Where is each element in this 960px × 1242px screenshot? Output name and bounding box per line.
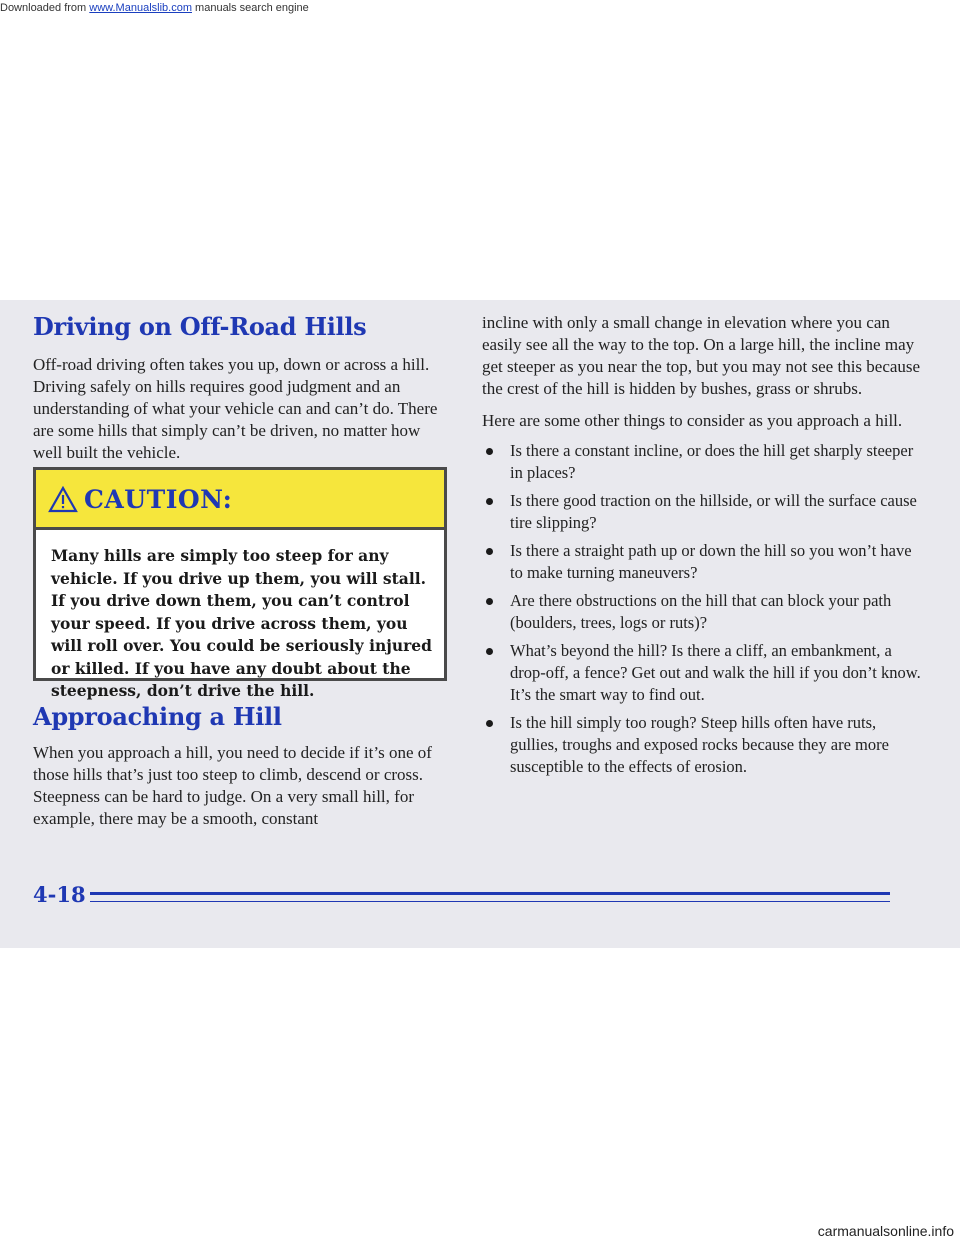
list-item-text: Is the hill simply too rough? Steep hills often have ruts, gullies, troughs and exposed rocks because they are more susceptible to the effects of erosion. <box>510 713 889 776</box>
caution-header <box>36 470 444 530</box>
warning-triangle-icon <box>48 486 78 513</box>
footer-rule <box>90 892 890 895</box>
manualslib-link[interactable]: www.Manualslib.com <box>89 2 192 14</box>
approaching-paragraph: When you approach a hill, you need to decide if it’s one of those hills that’s just too steep to climb, descend or cross. Steepness can be hard to judge. On a very small hill, for example, there may be a smooth, constant <box>33 743 432 828</box>
bullet-icon <box>486 598 493 605</box>
list-item <box>482 540 922 584</box>
list-item-text: Is there good traction on the hillside, or will the surface cause tire slipping? <box>510 491 917 532</box>
considerations-list <box>482 440 922 778</box>
list-item <box>482 440 922 484</box>
footer-rule-thin <box>90 901 890 902</box>
list-item <box>482 590 922 634</box>
continuation-paragraph: incline with only a small change in elevation where you can easily see all the way to the top. On a large hill, the incline may get steeper as you near the top, but you may not see this because the crest of the hill is hidden by bushes, grass or shrubs. <box>482 313 921 398</box>
list-item-text: Is there a straight path up or down the hill so you won’t have to make turning maneuvers? <box>510 541 912 582</box>
caution-box <box>33 467 447 700</box>
bullet-icon <box>486 548 493 555</box>
intro-paragraph: Off-road driving often takes you up, down or across a hill. Driving safely on hills requires good judgment and an understanding of what your vehicle can and can’t do. There are some hills that simply can’t be driven, no matter how well built the vehicle. <box>33 355 438 462</box>
list-item-text: What’s beyond the hill? Is there a cliff, an embankment, a drop-off, a fence? Get out and walk the hill if you don’t know. It’s the smart way to find out. <box>510 641 921 704</box>
banner-suffix: manuals search engine <box>195 2 309 14</box>
list-item <box>482 712 922 778</box>
bullet-icon <box>486 720 493 727</box>
bullet-icon <box>486 448 493 455</box>
bullet-icon <box>486 498 493 505</box>
caution-text: Many hills are simply too steep for any vehicle. If you drive up them, you will stall. If you drive down them, you can’t control your speed. If you drive across them, you will roll over. You could be seriously injured or killed. If you have any doubt about the steepness, don’t drive the hill. <box>51 546 432 700</box>
watermark: carmanualsonline.info <box>817 1223 954 1239</box>
page-number: 4-18 <box>33 882 86 907</box>
section-heading-off-road-hills: Driving on Off-Road Hills <box>33 312 367 341</box>
caution-title: CAUTION: <box>84 485 233 514</box>
list-item-text: Is there a constant incline, or does the hill get sharply steeper in places? <box>510 441 914 482</box>
download-banner <box>0 0 960 16</box>
list-item-text: Are there obstructions on the hill that can block your path (boulders, trees, logs or ruts)? <box>510 591 892 632</box>
list-item <box>482 490 922 534</box>
right-column <box>482 312 922 784</box>
approaching-section <box>33 742 453 830</box>
banner-prefix: Downloaded from <box>0 2 87 14</box>
section-heading-approaching-hill: Approaching a Hill <box>33 702 282 731</box>
bullet-icon <box>486 648 493 655</box>
left-column <box>33 312 453 464</box>
approaching-heading-wrap <box>33 702 282 732</box>
list-item <box>482 640 922 706</box>
lead-in-paragraph: Here are some other things to consider as you approach a hill. <box>482 411 903 430</box>
